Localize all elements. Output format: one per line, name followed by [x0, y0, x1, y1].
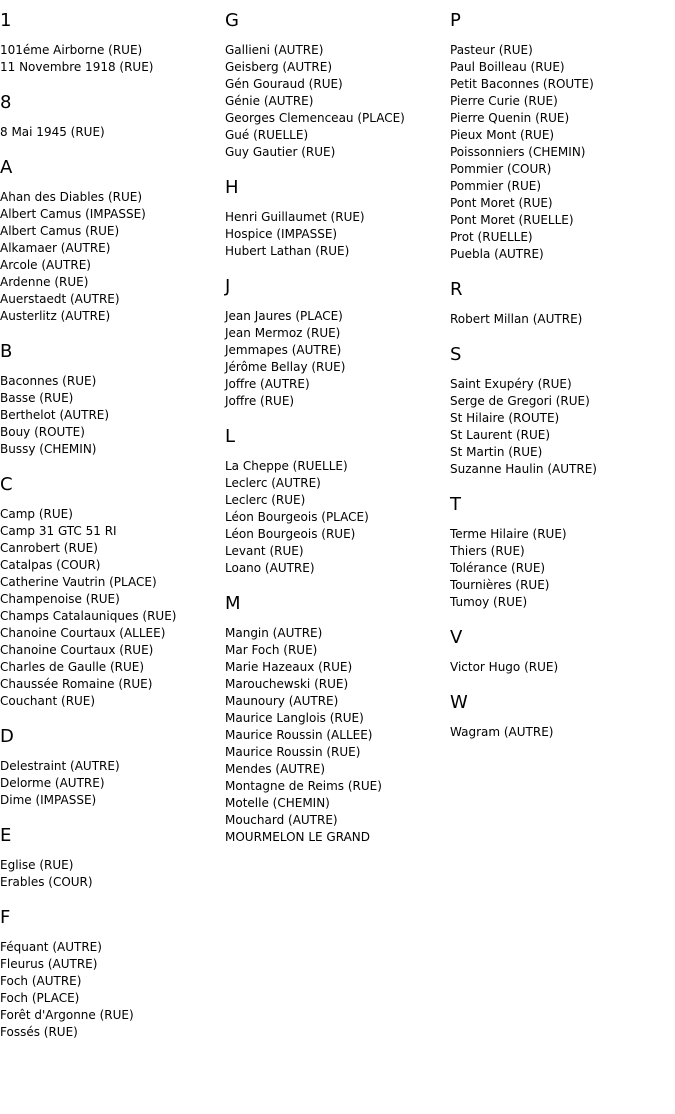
street-list	[450, 311, 675, 328]
street-list-item: Delorme (AUTRE)	[0, 776, 105, 790]
section-letter-heading: D	[0, 726, 14, 747]
street-list-item: Jérôme Bellay (RUE)	[225, 360, 346, 374]
street-list-item: Suzanne Haulin (AUTRE)	[450, 462, 597, 476]
street-list-item: Bussy (CHEMIN)	[0, 442, 97, 456]
section-letter-heading: V	[450, 627, 463, 648]
index-section	[450, 627, 675, 676]
street-list-item: Chaussée Romaine (RUE)	[0, 677, 153, 691]
street-list-item: Puebla (AUTRE)	[450, 247, 544, 261]
street-list-item: Chanoine Courtaux (ALLEE)	[0, 626, 166, 640]
street-list-item: St Laurent (RUE)	[450, 428, 551, 442]
index-section	[0, 157, 225, 325]
index-section	[0, 474, 225, 710]
street-list-item: Charles de Gaulle (RUE)	[0, 660, 145, 674]
street-list-item: Delestraint (AUTRE)	[0, 759, 120, 773]
street-list-item: Fleurus (AUTRE)	[0, 957, 98, 971]
street-list-item: Leclerc (RUE)	[225, 493, 306, 507]
street-list	[0, 939, 225, 1041]
street-list-item: Austerlitz (AUTRE)	[0, 309, 111, 323]
street-list-item: Tolérance (RUE)	[450, 561, 546, 575]
index-section	[0, 10, 225, 76]
section-letter-heading: A	[0, 157, 13, 178]
street-list-item: Jean Mermoz (RUE)	[225, 326, 341, 340]
street-list	[0, 373, 225, 458]
street-list-item: Maurice Langlois (RUE)	[225, 711, 364, 725]
street-list-item: 8 Mai 1945 (RUE)	[0, 125, 105, 139]
street-list	[0, 42, 225, 76]
street-list-item: Alkamaer (AUTRE)	[0, 241, 111, 255]
street-list-item: Hospice (IMPASSE)	[225, 227, 338, 241]
index-section	[0, 825, 225, 891]
index-section	[225, 276, 450, 410]
section-letter-heading: F	[0, 907, 11, 928]
street-list-item: Marie Hazeaux (RUE)	[225, 660, 353, 674]
street-list-item: Camp (RUE)	[0, 507, 73, 521]
index-section	[0, 341, 225, 458]
street-list-item: 101éme Airborne (RUE)	[0, 43, 143, 57]
section-letter-heading: 8	[0, 92, 12, 113]
street-list-item: St Hilaire (ROUTE)	[450, 411, 560, 425]
street-list	[0, 506, 225, 710]
section-letter-heading: 1	[0, 10, 12, 31]
street-list	[225, 209, 450, 260]
street-list-item: Levant (RUE)	[225, 544, 304, 558]
street-list	[0, 189, 225, 325]
street-list-item: Tumoy (RUE)	[450, 595, 528, 609]
section-letter-heading: P	[450, 10, 461, 31]
street-list-item: Joffre (RUE)	[225, 394, 295, 408]
street-list-item: Féquant (AUTRE)	[0, 940, 102, 954]
street-list-item: Serge de Gregori (RUE)	[450, 394, 590, 408]
street-list-item: Montagne de Reims (RUE)	[225, 779, 382, 793]
street-list-item: Robert Millan (AUTRE)	[450, 312, 583, 326]
street-list	[0, 758, 225, 809]
street-list-item: Wagram (AUTRE)	[450, 725, 554, 739]
street-list-item: Terme Hilaire (RUE)	[450, 527, 567, 541]
street-list	[0, 857, 225, 891]
street-list-item: Foch (AUTRE)	[0, 974, 82, 988]
section-letter-heading: R	[450, 279, 463, 300]
street-list-item: Canrobert (RUE)	[0, 541, 98, 555]
street-list-item: Dime (IMPASSE)	[0, 793, 97, 807]
street-list-item: Pommier (RUE)	[450, 179, 542, 193]
street-list-item: Auerstaedt (AUTRE)	[0, 292, 120, 306]
street-list-item: Motelle (CHEMIN)	[225, 796, 330, 810]
section-letter-heading: S	[450, 344, 462, 365]
section-letter-heading: H	[225, 177, 239, 198]
street-list-item: Fossés (RUE)	[0, 1025, 78, 1039]
street-list-item: Ahan des Diables (RUE)	[0, 190, 143, 204]
street-list-item: 11 Novembre 1918 (RUE)	[0, 60, 154, 74]
index-section	[225, 426, 450, 577]
street-list-item: Henri Guillaumet (RUE)	[225, 210, 365, 224]
index-section	[450, 344, 675, 478]
street-list-item: Pasteur (RUE)	[450, 43, 533, 57]
section-letter-heading: G	[225, 10, 239, 31]
street-list-item: Loano (AUTRE)	[225, 561, 315, 575]
street-list-item: Petit Baconnes (ROUTE)	[450, 77, 594, 91]
index-section	[450, 10, 675, 263]
street-list-item: Pierre Quenin (RUE)	[450, 111, 570, 125]
section-letter-heading: T	[450, 494, 461, 515]
street-list-item: Maurice Roussin (RUE)	[225, 745, 361, 759]
street-list-item: St Martin (RUE)	[450, 445, 543, 459]
street-list-item: MOURMELON LE GRAND	[225, 830, 371, 844]
street-list-item: Pieux Mont (RUE)	[450, 128, 555, 142]
street-list	[450, 42, 675, 263]
street-list	[225, 458, 450, 577]
index-section	[450, 692, 675, 741]
street-list-item: Joffre (AUTRE)	[225, 377, 310, 391]
street-list-item: Eglise (RUE)	[0, 858, 74, 872]
street-list	[450, 724, 675, 741]
street-list-item: Leclerc (AUTRE)	[225, 476, 321, 490]
street-list-item: Génie (AUTRE)	[225, 94, 314, 108]
street-list-item: Paul Boilleau (RUE)	[450, 60, 565, 74]
section-letter-heading: E	[0, 825, 12, 846]
index-section	[225, 177, 450, 260]
section-letter-heading: M	[225, 593, 241, 614]
street-list-item: Couchant (RUE)	[0, 694, 96, 708]
section-letter-heading: L	[225, 426, 236, 447]
street-list-item: Arcole (AUTRE)	[0, 258, 91, 272]
street-list-item: Ardenne (RUE)	[0, 275, 89, 289]
street-list	[225, 42, 450, 161]
section-letter-heading: W	[450, 692, 468, 713]
street-list-item: Berthelot (AUTRE)	[0, 408, 110, 422]
index-column-3	[450, 10, 675, 757]
index-section	[0, 726, 225, 809]
street-list-item: Thiers (RUE)	[450, 544, 525, 558]
street-list-item: Mangin (AUTRE)	[225, 626, 323, 640]
street-list-item: Pierre Curie (RUE)	[450, 94, 558, 108]
street-list-item: Albert Camus (RUE)	[0, 224, 120, 238]
street-list-item: Gén Gouraud (RUE)	[225, 77, 343, 91]
street-list-item: Tournières (RUE)	[450, 578, 550, 592]
index-section	[225, 10, 450, 161]
section-letter-heading: J	[225, 276, 231, 297]
section-letter-heading: B	[0, 341, 13, 362]
street-list-item: Mouchard (AUTRE)	[225, 813, 338, 827]
street-list-item: Foch (PLACE)	[0, 991, 80, 1005]
street-list-item: Baconnes (RUE)	[0, 374, 97, 388]
street-list-item: Hubert Lathan (RUE)	[225, 244, 350, 258]
street-list-item: Pont Moret (RUELLE)	[450, 213, 574, 227]
street-list-item: Catalpas (COUR)	[0, 558, 101, 572]
street-list	[450, 526, 675, 611]
index-column-2	[225, 10, 450, 862]
street-list-item: Pont Moret (RUE)	[450, 196, 553, 210]
street-list-item: Gallieni (AUTRE)	[225, 43, 324, 57]
street-list	[450, 659, 675, 676]
street-list-item: Chanoine Courtaux (RUE)	[0, 643, 154, 657]
street-list-item: Champenoise (RUE)	[0, 592, 120, 606]
street-list-item: Albert Camus (IMPASSE)	[0, 207, 146, 221]
street-list-item: Saint Exupéry (RUE)	[450, 377, 572, 391]
section-letter-heading: C	[0, 474, 13, 495]
street-list-item: Geisberg (AUTRE)	[225, 60, 333, 74]
street-list-item: Poissonniers (CHEMIN)	[450, 145, 586, 159]
street-list-item: Marouchewski (RUE)	[225, 677, 349, 691]
street-list-item: Mar Foch (RUE)	[225, 643, 318, 657]
street-list-item: Bouy (ROUTE)	[0, 425, 85, 439]
street-list-item: Camp 31 GTC 51 RI	[0, 524, 117, 538]
street-list-item: Forêt d'Argonne (RUE)	[0, 1008, 134, 1022]
street-list-item: Léon Bourgeois (PLACE)	[225, 510, 369, 524]
index-section	[225, 593, 450, 846]
street-list-item: Maurice Roussin (ALLEE)	[225, 728, 373, 742]
index-section	[0, 907, 225, 1041]
street-list-item: Champs Catalauniques (RUE)	[0, 609, 177, 623]
street-list-item: La Cheppe (RUELLE)	[225, 459, 348, 473]
street-list-item: Jemmapes (AUTRE)	[225, 343, 342, 357]
street-list-item: Catherine Vautrin (PLACE)	[0, 575, 157, 589]
street-list-item: Victor Hugo (RUE)	[450, 660, 559, 674]
street-list-item: Jean Jaures (PLACE)	[225, 309, 343, 323]
street-list-item: Maunoury (AUTRE)	[225, 694, 339, 708]
street-list-item: Guy Gautier (RUE)	[225, 145, 336, 159]
street-list-item: Basse (RUE)	[0, 391, 74, 405]
street-list	[225, 625, 450, 846]
street-list	[450, 376, 675, 478]
street-list-item: Pommier (COUR)	[450, 162, 552, 176]
index-section	[450, 494, 675, 611]
index-section	[0, 92, 225, 141]
index-section	[450, 279, 675, 328]
street-list-item: Erables (COUR)	[0, 875, 93, 889]
street-list-item: Prot (RUELLE)	[450, 230, 533, 244]
street-list-item: Gué (RUELLE)	[225, 128, 309, 142]
street-list-item: Léon Bourgeois (RUE)	[225, 527, 356, 541]
street-list-item: Georges Clemenceau (PLACE)	[225, 111, 405, 125]
street-list	[225, 308, 450, 410]
street-list	[0, 124, 225, 141]
index-column-1	[0, 10, 225, 1057]
street-list-item: Mendes (AUTRE)	[225, 762, 326, 776]
